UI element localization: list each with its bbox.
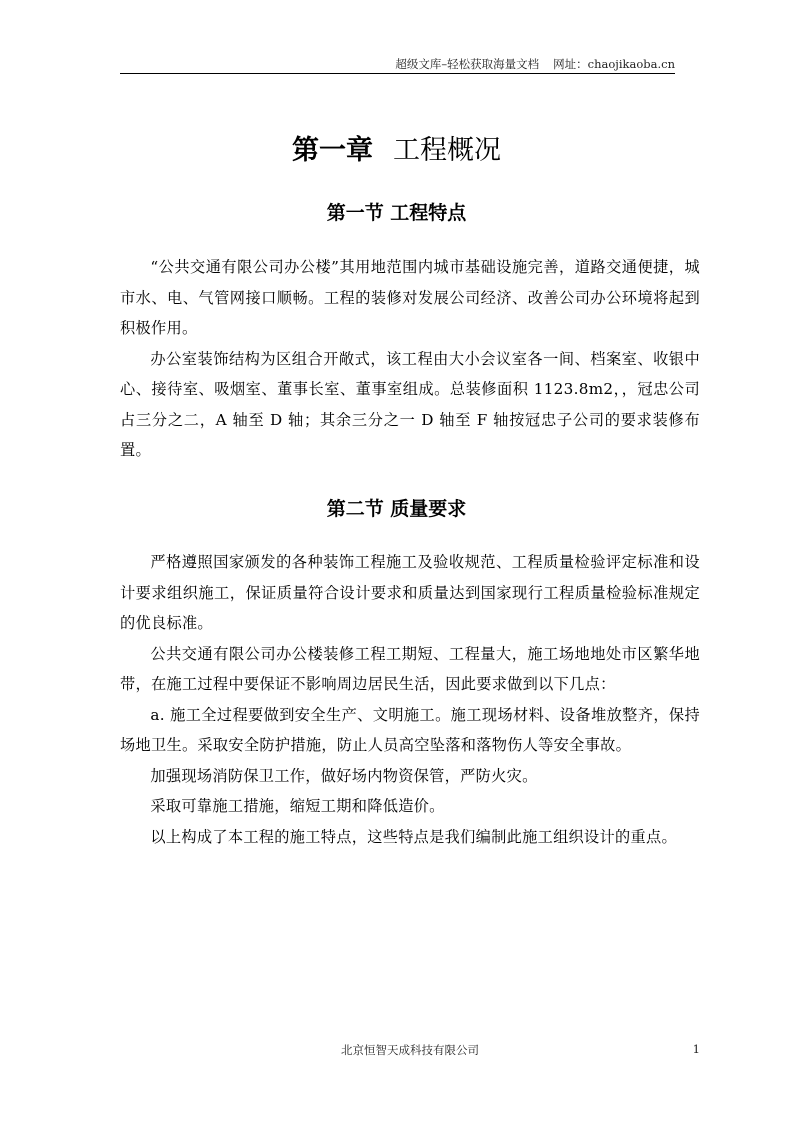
paragraph: “公共交通有限公司办公楼”其用地范围内城市基础设施完善，道路交通便捷，城市水、电、气管网接口顺畅。工程的装修对发展公司经济、改善公司办公环境将起到积极作用。 bbox=[120, 258, 700, 337]
header-url-label: 网址： bbox=[553, 57, 588, 71]
header-rule bbox=[120, 73, 675, 74]
paragraph: 采取可靠施工措施，缩短工期和降低造价。 bbox=[150, 797, 445, 815]
section-title-1: 第一节 工程特点 bbox=[326, 202, 467, 224]
chapter-number: 第一章 bbox=[292, 135, 373, 166]
header-site-name: 超级文库–轻松获取海量文档 bbox=[395, 57, 540, 71]
paragraph: 公共交通有限公司办公楼装修工程工期短、工程量大，施工场地地处市区繁华地带，在施工过程中要保证不影响周边居民生活，因此要求做到以下几点： bbox=[120, 644, 700, 693]
paragraph: a. 施工全过程要做到安全生产、文明施工。施工现场材料、设备堆放整齐，保持场地卫生。采取安全防护措施，防止人员高空坠落和落物伤人等安全事故。 bbox=[120, 705, 700, 754]
section-1-body bbox=[120, 252, 700, 466]
paragraph: 加强现场消防保卫工作，做好场内物资保管，严防火灾。 bbox=[150, 766, 538, 785]
paragraph: 严格遵照国家颁发的各种装饰工程施工及验收规范、工程质量检验评定标准和设计要求组织施工，保证质量符合设计要求和质量达到国家现行工程质量检验标准规定的优良标准。 bbox=[120, 553, 700, 632]
page-number: 1 bbox=[692, 1042, 700, 1056]
section-title-2: 第二节 质量要求 bbox=[326, 498, 467, 520]
page-header bbox=[120, 56, 675, 72]
paragraph: 以上构成了本工程的施工特点，这些特点是我们编制此施工组织设计的重点。 bbox=[150, 827, 677, 846]
chapter-name: 工程概况 bbox=[393, 135, 501, 166]
chapter-title bbox=[0, 128, 793, 167]
header-url: chaojikaoba.cn bbox=[587, 57, 675, 71]
paragraph: 办公室装饰结构为区组合开敞式，该工程由大小会议室各一间、档案室、收银中心、接待室、吸烟室、董事长室、董事室组成。总装修面积 1123.8m2，，冠忠公司占三分之二，A 轴至 D 轴；其余三分之一 D 轴至 F 轴按冠忠子公司的要求装修布置。 bbox=[120, 349, 700, 459]
section-2-body bbox=[120, 547, 700, 852]
footer-company: 北京恒智天成科技有限公司 bbox=[341, 1043, 479, 1057]
